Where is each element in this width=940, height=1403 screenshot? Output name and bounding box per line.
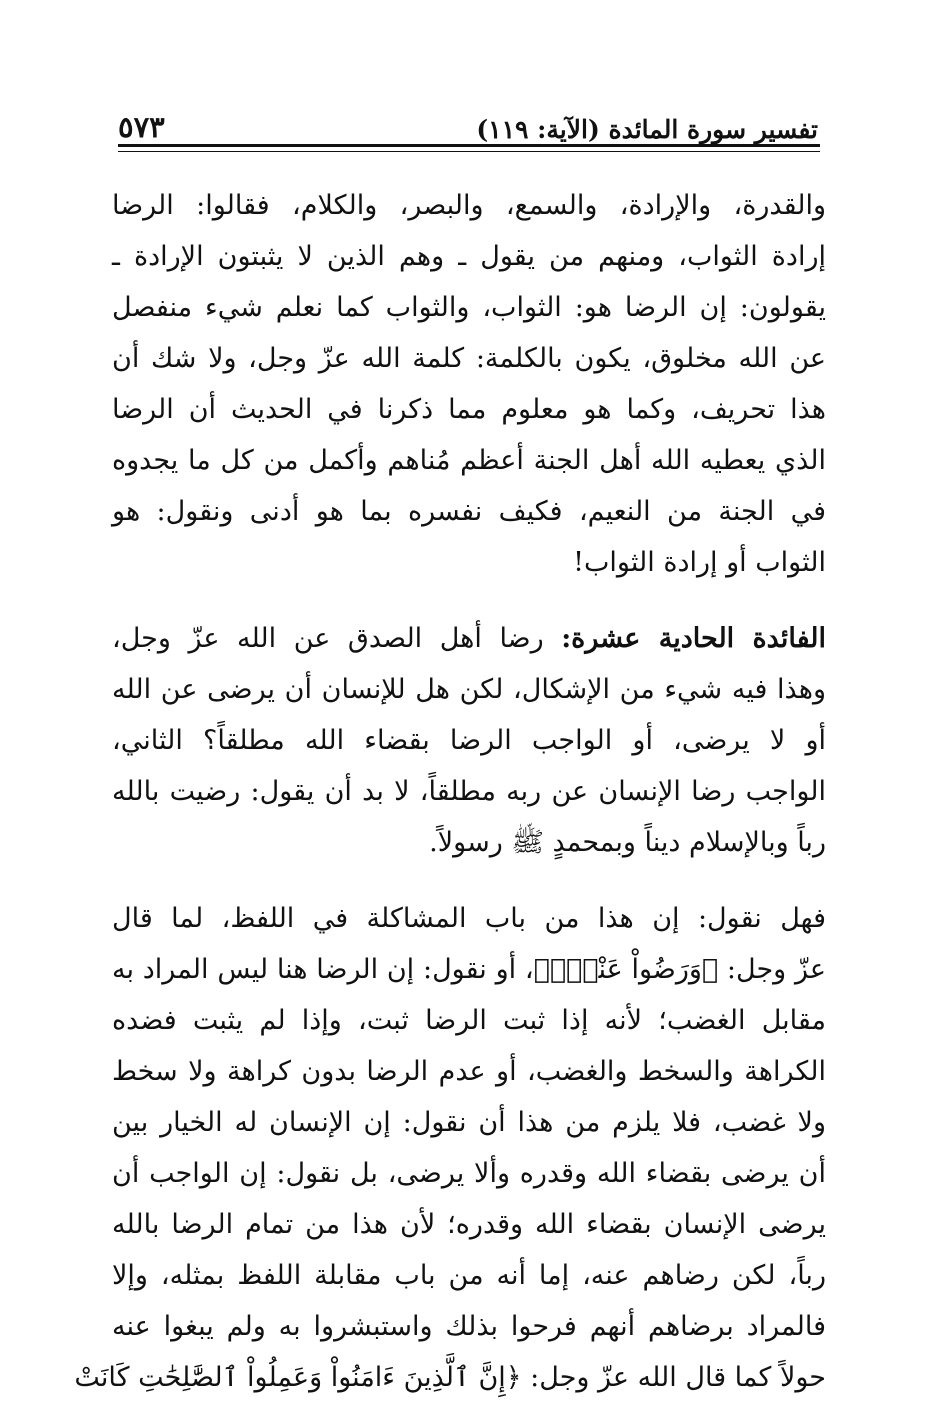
text-line: وهذا فيه شيء من الإشكال، لكن هل للإنسان أن يرضى عن الله (112, 674, 826, 705)
text-line: حولاً كما قال الله عزّ وجل: ﴿إِنَّ ٱلَّذِينَ ءَامَنُواْ وَعَمِلُواْ ٱلصَّٰلِحَٰتِ كَانَتْ (74, 1362, 826, 1393)
text-line: والقدرة، والإرادة، والسمع، والبصر، والكلام، فقالوا: الرضا (112, 190, 826, 221)
text-line: رباً وبالإسلام ديناً وبمحمدٍ ﷺ رسولاً. (429, 827, 826, 858)
text-line: مقابل الغضب؛ لأنه إذا ثبت الرضا ثبت، وإذا لم يثبت فضده (112, 1005, 826, 1036)
text-line: إرادة الثواب، ومنهم من يقول ـ وهم الذين لا يثبتون الإرادة ـ (112, 241, 826, 272)
paragraph-gap (112, 588, 826, 613)
text-line: ولا غضب، فلا يلزم من هذا أن نقول: إن الإنسان له الخيار بين (112, 1107, 826, 1138)
heading-line-rest: رضا أهل الصدق عن الله عزّ وجل، (112, 623, 562, 654)
benefit-heading: الفائدة الحادية عشرة: (561, 623, 826, 654)
text-line-with-heading (112, 613, 826, 664)
text-line: عن الله مخلوق، يكون بالكلمة: كلمة الله عزّ وجل، ولا شك أن (112, 343, 826, 374)
text-line: عزّ وجل: ﴿وَرَضُواْ عَنْهُۚ﴾، أو نقول: إن الرضا هنا ليس المراد به (112, 954, 826, 985)
page-number: ٥٧٣ (118, 110, 165, 144)
header-rule-thin (118, 151, 820, 152)
page-header (118, 108, 818, 144)
text-line: يرضى الإنسان بقضاء الله وقدره؛ لأن هذا من تمام الرضا بالله (112, 1209, 826, 1240)
running-title: تفسير سورة المائدة (الآية: ١١٩) (476, 115, 818, 144)
text-line: في الجنة من النعيم، فكيف نفسره بما هو أدنى ونقول: هو (112, 496, 826, 527)
text-line: أن يرضى بقضاء الله وقدره وألا يرضى، بل نقول: إن الواجب أن (112, 1158, 826, 1189)
paragraph-gap (112, 868, 826, 893)
text-line: الذي يعطيه الله أهل الجنة أعظم مُناهم وأكمل من كل ما يجدوه (112, 445, 826, 476)
text-line: يقولون: إن الرضا هو: الثواب، والثواب كما نعلم شيء منفصل (112, 292, 826, 323)
paragraph-3 (74, 893, 826, 1403)
header-rule-thick (118, 144, 820, 147)
text-line: أو لا يرضى، أو الواجب الرضا بقضاء الله مطلقاً؟ الثاني، (112, 725, 826, 756)
text-line: هذا تحريف، وكما هو معلوم مما ذكرنا في الحديث أن الرضا (112, 394, 826, 425)
text-line: الواجب رضا الإنسان عن ربه مطلقاً، لا بد أن يقول: رضيت بالله (112, 776, 826, 807)
paragraph-2 (112, 613, 826, 868)
paragraph-1 (112, 180, 826, 588)
text-line: الثواب أو إرادة الثواب! (573, 547, 826, 578)
text-line: فهل نقول: إن هذا من باب المشاكلة في اللفظ، لما قال (112, 903, 826, 934)
text-line: الكراهة والسخط والغضب، أو عدم الرضا بدون كراهة ولا سخط (112, 1056, 826, 1087)
text-line: فالمراد برضاهم أنهم فرحوا بذلك واستبشروا به ولم يبغوا عنه (112, 1311, 826, 1342)
body-text (74, 180, 826, 1403)
text-line: رباً، لكن رضاهم عنه، إما أنه من باب مقابلة اللفظ بمثله، وإلا (112, 1260, 826, 1291)
